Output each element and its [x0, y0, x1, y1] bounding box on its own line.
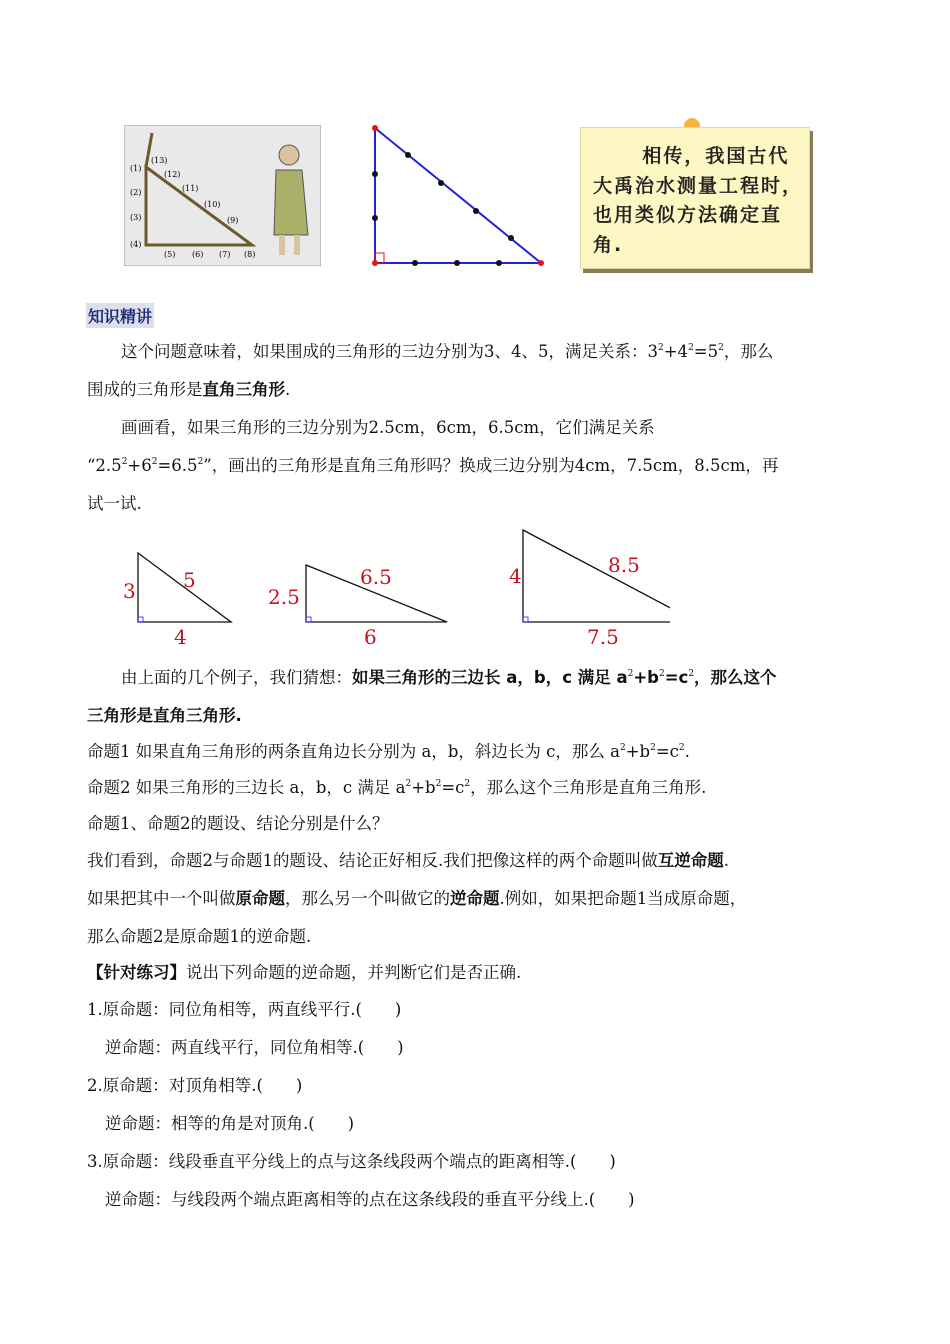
bold-text: 逆命题	[450, 889, 500, 908]
superscript: 2	[688, 343, 694, 353]
rope-label: (9)	[227, 216, 239, 225]
text-segment: .例如，如果把命题1当成原命题，	[499, 889, 747, 908]
text-segment: 逆命题：两直线平行，同位角相等.( )	[105, 1038, 404, 1057]
text-segment: +b	[625, 742, 651, 761]
rope-label: (11)	[182, 184, 199, 193]
bold-text: 互逆命题	[657, 851, 724, 870]
text-segment: 命题1、命题2的题设、结论分别是什么？	[87, 814, 389, 833]
text-segment: =c	[441, 778, 465, 797]
bold-text: 【针对练习】	[87, 963, 186, 982]
text-segment: ，那么	[723, 342, 774, 361]
rope-label: (3)	[130, 213, 142, 222]
triangle-4-7.5-8.5	[509, 530, 670, 649]
text-segment: =5	[693, 342, 719, 361]
text-segment: 如果把其中一个叫做	[87, 889, 236, 908]
dotted-right-triangle	[365, 120, 550, 270]
text-segment: 那么命题2是原命题1的逆命题.	[87, 927, 312, 946]
rope-label: (7)	[219, 250, 231, 259]
triangle-side-a: 3	[123, 579, 136, 603]
bold-text: 原命题	[235, 889, 285, 908]
bold-text: ，那么这个	[694, 668, 777, 687]
egyptian-rope-figure	[124, 125, 321, 266]
superscript: 2	[650, 743, 656, 753]
triangle-3-4-5	[123, 553, 231, 649]
superscript: 2	[678, 743, 685, 753]
text-line	[87, 998, 401, 1022]
superscript: 2	[464, 779, 471, 789]
text-line	[105, 1112, 354, 1136]
text-line	[87, 849, 729, 873]
text-segment: 命题1 如果直角三角形的两条直角边长分别为 a，b，斜边长为 c，那么 a	[87, 742, 620, 761]
text-line	[87, 378, 290, 402]
text-segment: 3.原命题：线段垂直平分线上的点与这条线段两个端点的距离相等.( )	[87, 1152, 616, 1171]
superscript: 2	[121, 457, 128, 467]
rope-label: (4)	[130, 240, 142, 249]
text-line	[105, 1036, 404, 1060]
superscript: 2	[619, 743, 626, 753]
text-segment: “2.5	[87, 456, 122, 475]
bold-text: +b	[633, 668, 659, 687]
rope-label: (10)	[204, 200, 221, 209]
text-line	[121, 416, 655, 440]
text-line	[87, 961, 521, 985]
text-segment: 命题2 如果三角形的三边长 a，b，c 满足 a	[87, 778, 406, 797]
superscript: 2	[405, 779, 412, 789]
text-segment: 这个问题意味着，如果围成的三角形的三边分别为3、4、5，满足关系：3	[121, 342, 658, 361]
bold-text: =c	[664, 668, 689, 687]
bold-text: 如果三角形的三边长 a，b，c 满足 a	[352, 668, 628, 687]
text-segment: ，那么这个三角形是直角三角形.	[470, 778, 707, 797]
text-line	[87, 492, 142, 516]
text-line	[87, 776, 706, 800]
text-segment: 围成的三角形是	[87, 380, 203, 399]
text-line	[121, 340, 773, 364]
text-segment: ，那么另一个叫做它的	[285, 889, 450, 908]
text-segment: +6	[127, 456, 152, 475]
text-line	[87, 1150, 616, 1174]
triangle-side-c: 6.5	[360, 565, 392, 589]
superscript: 2	[658, 343, 664, 353]
rope-label: (1)	[130, 164, 142, 173]
triangle-side-a: 2.5	[268, 585, 300, 609]
bold-text: 三角形是直角三角形.	[87, 706, 242, 725]
text-segment: +b	[411, 778, 436, 797]
text-line	[87, 925, 311, 949]
superscript: 2	[197, 457, 204, 467]
rope-label: (6)	[192, 250, 204, 259]
superscript: 2	[627, 669, 634, 679]
superscript: 2	[658, 669, 665, 679]
text-segment: 逆命题：与线段两个端点距离相等的点在这条线段的垂直平分线上.( )	[105, 1190, 635, 1209]
text-line	[87, 704, 242, 728]
triangle-side-b: 4	[174, 625, 187, 649]
rope-label: (5)	[164, 250, 176, 259]
note-text: 相传，我国古代大禹治水测量工程时，也用类似方法确定直角.	[593, 145, 804, 256]
triangle-side-b: 7.5	[587, 625, 619, 649]
triangle-side-c: 8.5	[608, 553, 640, 577]
text-line	[121, 666, 777, 690]
superscript: 2	[435, 779, 442, 789]
superscript: 2	[718, 343, 724, 353]
text-segment: .	[684, 742, 690, 761]
triangle-side-a: 4	[509, 564, 522, 588]
rope-label: (13)	[151, 156, 168, 165]
text-segment: 由上面的几个例子，我们猜想：	[121, 668, 352, 687]
text-segment: 逆命题：相等的角是对顶角.( )	[105, 1114, 355, 1133]
text-segment: 说出下列命题的逆命题，并判断它们是否正确.	[186, 963, 522, 982]
text-segment: 1.原命题：同位角相等，两直线平行.( )	[87, 1000, 402, 1019]
triangle-2.5-6-6.5	[268, 565, 447, 649]
superscript: 2	[688, 669, 695, 679]
text-segment: =6.5	[157, 456, 198, 475]
triangle-examples	[110, 525, 670, 655]
text-segment: ”，画出的三角形是直角三角形吗？换成三边分别为4cm，7.5cm，8.5cm，再	[203, 456, 779, 475]
text-segment: 画画看，如果三角形的三边分别为2.5cm，6cm，6.5cm，它们满足关系	[121, 418, 655, 437]
sticky-note	[580, 127, 810, 269]
text-line	[87, 1074, 302, 1098]
text-line	[105, 1188, 635, 1212]
superscript: 2	[151, 457, 158, 467]
text-line	[87, 812, 389, 836]
text-segment: +4	[663, 342, 689, 361]
section-heading: 知识精讲	[86, 303, 154, 328]
text-segment: 2.原命题：对顶角相等.( )	[87, 1076, 303, 1095]
rope-label: (2)	[130, 188, 142, 197]
rope-label: (12)	[164, 170, 181, 179]
text-line	[87, 454, 778, 478]
text-line	[87, 887, 746, 911]
triangle-side-b: 6	[364, 625, 377, 649]
text-segment: .	[285, 380, 291, 399]
text-line	[87, 740, 690, 764]
text-segment: .	[723, 851, 729, 870]
triangle-side-c: 5	[183, 568, 196, 592]
text-segment: =c	[655, 742, 679, 761]
rope-label: (8)	[244, 250, 256, 259]
text-segment: 试一试.	[87, 494, 142, 513]
bold-text: 直角三角形	[202, 380, 285, 399]
text-segment: 我们看到，命题2与命题1的题设、结论正好相反.我们把像这样的两个命题叫做	[87, 851, 658, 870]
